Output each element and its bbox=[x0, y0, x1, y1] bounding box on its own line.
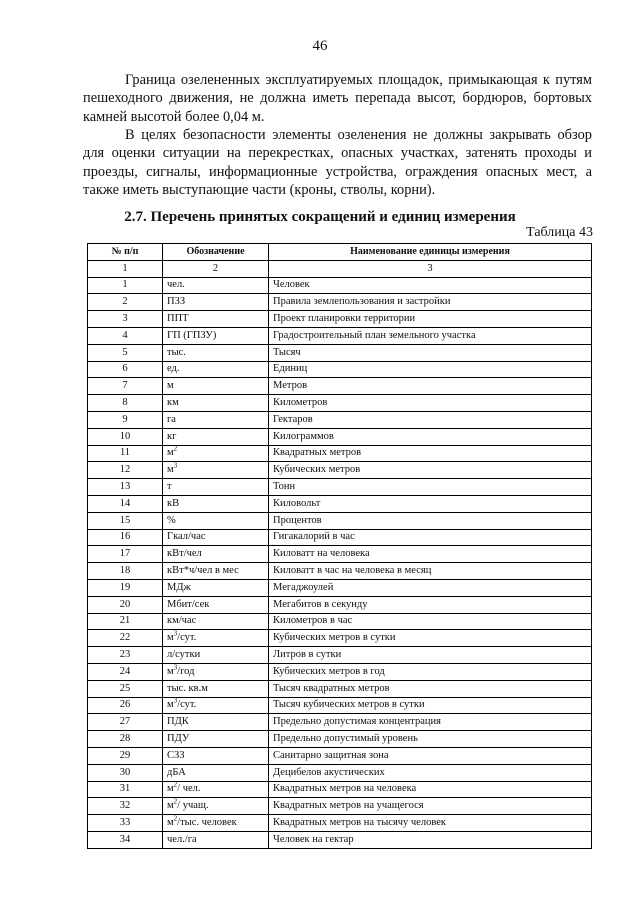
table-row bbox=[88, 529, 592, 546]
row-code bbox=[163, 563, 269, 580]
row-code bbox=[163, 546, 269, 563]
row-code-text: км bbox=[167, 397, 179, 409]
row-code bbox=[163, 495, 269, 512]
table-row bbox=[88, 630, 592, 647]
table-row bbox=[88, 714, 592, 731]
row-code-text: ППТ bbox=[167, 313, 189, 325]
header-number: № п/п bbox=[88, 244, 163, 261]
row-code bbox=[163, 294, 269, 311]
row-code-exponent: 3 bbox=[173, 629, 178, 638]
row-code-exponent: 2 bbox=[173, 781, 178, 789]
row-code bbox=[163, 311, 269, 328]
row-code bbox=[163, 428, 269, 445]
row-code bbox=[163, 411, 269, 428]
row-number: 6 bbox=[88, 361, 163, 378]
row-number: 28 bbox=[88, 731, 163, 748]
row-number: 26 bbox=[88, 697, 163, 714]
row-name: Человек на гектар bbox=[269, 831, 592, 848]
row-name: Мегаджоулей bbox=[269, 579, 592, 596]
row-name: Человек bbox=[269, 277, 592, 294]
row-code-text: тыс. bbox=[167, 346, 186, 358]
row-code-text: ед. bbox=[167, 363, 180, 375]
row-code bbox=[163, 781, 269, 798]
row-name: Метров bbox=[269, 378, 592, 395]
row-code-text: м bbox=[167, 783, 174, 795]
table-row bbox=[88, 680, 592, 697]
table-row bbox=[88, 445, 592, 462]
row-name: Тысяч bbox=[269, 344, 592, 361]
row-name: Санитарно защитная зона bbox=[269, 747, 592, 764]
row-number: 3 bbox=[88, 311, 163, 328]
paragraph-1: Граница озелененных эксплуатируемых площадок, примыкающая к путям пешеходного движения, не должна иметь перепада высот, бордюров, бортовых камней высотой более 0,04 м. bbox=[83, 72, 592, 125]
row-code bbox=[163, 327, 269, 344]
row-number: 2 bbox=[88, 294, 163, 311]
row-code-text: м bbox=[167, 800, 174, 812]
row-code-text: СЗЗ bbox=[167, 749, 185, 761]
row-number: 9 bbox=[88, 411, 163, 428]
row-number: 22 bbox=[88, 630, 163, 647]
row-code bbox=[163, 630, 269, 647]
row-code-text: МДж bbox=[167, 581, 191, 593]
row-number: 19 bbox=[88, 579, 163, 596]
column-number: 1 bbox=[88, 260, 163, 277]
row-number: 18 bbox=[88, 563, 163, 580]
row-code bbox=[163, 731, 269, 748]
row-name: Мегабитов в секунду bbox=[269, 596, 592, 613]
row-code bbox=[163, 663, 269, 680]
row-code-text: % bbox=[167, 514, 176, 526]
table-row bbox=[88, 378, 592, 395]
row-code bbox=[163, 445, 269, 462]
table-row bbox=[88, 428, 592, 445]
row-number: 20 bbox=[88, 596, 163, 613]
header-code: Обозначение bbox=[163, 244, 269, 261]
row-code-exponent: 3 bbox=[173, 663, 178, 672]
row-name: Единиц bbox=[269, 361, 592, 378]
row-name: Правила землепользования и застройки bbox=[269, 294, 592, 311]
row-code-text: дБА bbox=[167, 766, 186, 778]
row-number: 31 bbox=[88, 781, 163, 798]
row-number: 11 bbox=[88, 445, 163, 462]
row-code-text: м bbox=[167, 665, 174, 677]
row-code-text: чел. bbox=[167, 279, 185, 291]
row-name: Квадратных метров на учащегося bbox=[269, 798, 592, 815]
row-code-exponent: 3 bbox=[173, 697, 178, 705]
row-number: 29 bbox=[88, 747, 163, 764]
table-row bbox=[88, 395, 592, 412]
page-number: 46 bbox=[312, 38, 328, 54]
table-row bbox=[88, 546, 592, 563]
row-name: Квадратных метров bbox=[269, 445, 592, 462]
row-code-text: м bbox=[167, 699, 174, 711]
row-name: Кубических метров в сутки bbox=[269, 630, 592, 647]
row-code-text: м bbox=[167, 816, 174, 828]
row-number: 16 bbox=[88, 529, 163, 546]
row-code-text: м bbox=[167, 632, 174, 644]
table-row bbox=[88, 596, 592, 613]
row-code-text: км/час bbox=[167, 615, 197, 627]
row-name: Километров в час bbox=[269, 613, 592, 630]
table-row bbox=[88, 747, 592, 764]
row-number: 32 bbox=[88, 798, 163, 815]
row-code bbox=[163, 462, 269, 479]
row-name: Киловатт в час на человека в месяц bbox=[269, 563, 592, 580]
table-row bbox=[88, 764, 592, 781]
row-code bbox=[163, 344, 269, 361]
row-code-text: кВт*ч/чел в мес bbox=[167, 565, 239, 577]
table-row bbox=[88, 831, 592, 848]
row-code-tail: /год bbox=[177, 665, 195, 677]
table-row bbox=[88, 563, 592, 580]
row-code-exponent: 2 bbox=[173, 445, 178, 453]
row-code-text: тыс. кв.м bbox=[167, 682, 208, 694]
row-code-text: м bbox=[167, 447, 174, 459]
row-code-text: кг bbox=[167, 430, 177, 442]
row-code-text: ПДУ bbox=[167, 733, 190, 744]
column-number: 3 bbox=[269, 260, 592, 277]
row-number: 34 bbox=[88, 831, 163, 848]
row-name: Килограммов bbox=[269, 428, 592, 445]
row-code bbox=[163, 815, 269, 832]
table-row bbox=[88, 663, 592, 680]
row-name: Градостроительный план земельного участка bbox=[269, 327, 592, 344]
row-code bbox=[163, 831, 269, 848]
row-code-text: чел./га bbox=[167, 833, 197, 845]
row-name: Литров в сутки bbox=[269, 647, 592, 664]
row-number: 15 bbox=[88, 512, 163, 529]
section-title: 2.7. Перечень принятых сокращений и единиц измерения bbox=[124, 209, 516, 225]
row-name: Предельно допустимый уровень bbox=[269, 731, 592, 748]
row-code-text: ПДК bbox=[167, 716, 189, 728]
row-code bbox=[163, 596, 269, 613]
row-name: Киловольт bbox=[269, 495, 592, 512]
row-code-text: м bbox=[167, 380, 174, 392]
row-code bbox=[163, 512, 269, 529]
column-number: 2 bbox=[163, 260, 269, 277]
row-code-text: т bbox=[167, 481, 172, 493]
table-row bbox=[88, 731, 592, 748]
row-name: Предельно допустимая концентрация bbox=[269, 714, 592, 731]
table-row bbox=[88, 277, 592, 294]
row-code-text: ПЗЗ bbox=[167, 296, 186, 308]
row-number: 5 bbox=[88, 344, 163, 361]
row-number: 12 bbox=[88, 462, 163, 479]
table-row bbox=[88, 798, 592, 815]
row-code bbox=[163, 747, 269, 764]
row-number: 4 bbox=[88, 327, 163, 344]
table-row bbox=[88, 781, 592, 798]
row-name: Километров bbox=[269, 395, 592, 412]
table-row bbox=[88, 361, 592, 378]
row-code bbox=[163, 529, 269, 546]
row-code bbox=[163, 277, 269, 294]
column-number-row bbox=[88, 260, 592, 277]
row-code-tail: /тыс. человек bbox=[177, 816, 237, 828]
paragraph-2: В целях безопасности элементы озеленения не должны закрывать обзор для оценки ситуации на перекрестках, опасных участках, затенять проходы и проезды, сигналы, информационные устройства, ограждения опасных мест, а также иметь выступающие части (кроны, стволы, корни). bbox=[83, 127, 592, 198]
row-name: Процентов bbox=[269, 512, 592, 529]
row-code bbox=[163, 798, 269, 815]
row-code-exponent: 3 bbox=[173, 461, 178, 470]
row-code-tail: /сут. bbox=[177, 699, 197, 711]
row-code-text: Мбит/сек bbox=[167, 598, 210, 610]
row-code-text: Гкал/час bbox=[167, 531, 206, 543]
row-name: Квадратных метров на человека bbox=[269, 781, 592, 798]
row-number: 7 bbox=[88, 378, 163, 395]
row-code-exponent: 2 bbox=[173, 814, 178, 823]
row-number: 23 bbox=[88, 647, 163, 664]
table-row bbox=[88, 344, 592, 361]
table-row bbox=[88, 327, 592, 344]
row-number: 21 bbox=[88, 613, 163, 630]
row-number: 27 bbox=[88, 714, 163, 731]
table-row bbox=[88, 512, 592, 529]
table-header-row bbox=[88, 244, 592, 261]
row-number: 1 bbox=[88, 277, 163, 294]
row-code-text: кВт/чел bbox=[167, 548, 202, 560]
row-code bbox=[163, 479, 269, 496]
row-code-tail: /сут. bbox=[177, 632, 197, 644]
table-row bbox=[88, 495, 592, 512]
row-name: Кубических метров в год bbox=[269, 663, 592, 680]
row-code bbox=[163, 378, 269, 395]
row-name: Киловатт на человека bbox=[269, 546, 592, 563]
row-number: 8 bbox=[88, 395, 163, 412]
row-code-text: л/сутки bbox=[167, 649, 201, 661]
table-row bbox=[88, 647, 592, 664]
row-code-text: га bbox=[167, 413, 176, 425]
row-code-exponent: 2 bbox=[173, 797, 178, 806]
row-code bbox=[163, 395, 269, 412]
row-number: 30 bbox=[88, 764, 163, 781]
table-row bbox=[88, 411, 592, 428]
row-code-text: ГП (ГПЗУ) bbox=[167, 329, 217, 341]
table-row bbox=[88, 697, 592, 714]
row-code-tail: / учащ. bbox=[177, 800, 209, 812]
row-name: Тысяч квадратных метров bbox=[269, 680, 592, 697]
row-code bbox=[163, 764, 269, 781]
row-name: Тысяч кубических метров в сутки bbox=[269, 697, 592, 714]
table-row bbox=[88, 579, 592, 596]
row-number: 10 bbox=[88, 428, 163, 445]
table-row bbox=[88, 462, 592, 479]
row-name: Кубических метров bbox=[269, 462, 592, 479]
row-code bbox=[163, 680, 269, 697]
row-number: 17 bbox=[88, 546, 163, 563]
row-code-text: кВ bbox=[167, 497, 180, 509]
row-number: 25 bbox=[88, 680, 163, 697]
table-row bbox=[88, 479, 592, 496]
row-name: Децибелов акустических bbox=[269, 764, 592, 781]
row-number: 14 bbox=[88, 495, 163, 512]
row-code bbox=[163, 579, 269, 596]
row-name: Гигакалорий в час bbox=[269, 529, 592, 546]
row-number: 13 bbox=[88, 479, 163, 496]
table-row bbox=[88, 294, 592, 311]
row-name: Гектаров bbox=[269, 411, 592, 428]
row-code bbox=[163, 697, 269, 714]
table-row bbox=[88, 815, 592, 832]
header-name: Наименование единицы измерения bbox=[269, 244, 592, 261]
row-name: Квадратных метров на тысячу человек bbox=[269, 815, 592, 832]
row-code bbox=[163, 647, 269, 664]
row-code bbox=[163, 613, 269, 630]
table-row bbox=[88, 613, 592, 630]
row-name: Тонн bbox=[269, 479, 592, 496]
row-number: 33 bbox=[88, 815, 163, 832]
row-code bbox=[163, 714, 269, 731]
row-name: Проект планировки территории bbox=[269, 311, 592, 328]
row-code bbox=[163, 361, 269, 378]
table-row bbox=[88, 311, 592, 328]
row-number: 24 bbox=[88, 663, 163, 680]
row-code-text: м bbox=[167, 464, 174, 476]
units-table bbox=[87, 243, 592, 849]
row-code-tail: / чел. bbox=[177, 783, 201, 795]
table-label: Таблица 43 bbox=[526, 225, 593, 240]
